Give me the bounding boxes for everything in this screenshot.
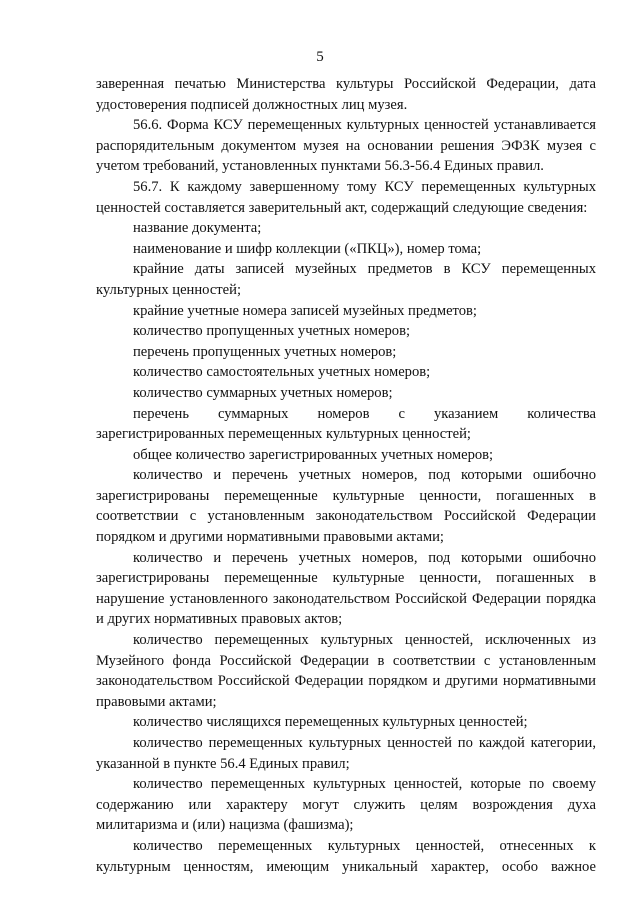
list-item-collection-name: наименование и шифр коллекции («ПКЦ»), номер тома;: [133, 240, 482, 257]
list-item-skipped-count: количество пропущенных учетных номеров;: [133, 323, 411, 340]
paragraph-certification-continued: заверенная печатью Министерства культуры Российской Федерации, дата удостоверения подписей должностных лиц музея.: [96, 76, 596, 113]
list-item-excluded: количество перемещенных культурных ценностей, исключенных из Музейного фонда Российской Федерации в соответствии с установленным законодательством Российской Федерации порядком и другими нормативными правовыми актами;: [96, 632, 596, 710]
list-item-erroneous-cancelled-unlawful: количество и перечень учетных номеров, под которыми ошибочно зарегистрированы перемещенные культурные ценности, погашенных в нарушение установленного законодательством Российской Федерации порядка и других нормативных правовых актов;: [96, 549, 596, 628]
list-item-summary-list: перечень суммарных номеров с указанием количества зарегистрированных перемещенных культурных ценностей;: [96, 405, 596, 443]
paragraph-56-7: 56.7. К каждому завершенному тому КСУ перемещенных культурных ценностей составляется заверительный акт, содержащий следующие сведения:: [96, 178, 596, 216]
list-item-erroneous-cancelled-lawful: количество и перечень учетных номеров, под которыми ошибочно зарегистрированы перемещенные культурные ценности, погашенных в соответствии с установленным законодательством Российской Федерации порядком и другими нормативными правовыми актами;: [96, 467, 596, 546]
list-item-record-dates: крайние даты записей музейных предметов в КСУ перемещенных культурных ценностей;: [96, 261, 596, 298]
list-item-unique: количество перемещенных культурных ценностей, отнесенных к культурным ценностям, имеющим уникальный характер, особо важное: [96, 837, 596, 875]
list-item-total-registered: общее количество зарегистрированных учетных номеров;: [133, 446, 494, 463]
list-item-listed: количество числящихся перемещенных культурных ценностей;: [133, 714, 528, 731]
list-item-individual-count: количество самостоятельных учетных номеров;: [133, 364, 431, 381]
paragraph-56-6: 56.6. Форма КСУ перемещенных культурных ценностей устанавливается распорядительным документом музея на основании решения ЭФЗК музея с учетом требований, установленных пунктами 56.3-56.4 Единых правил.: [96, 117, 596, 175]
list-item-record-numbers: крайние учетные номера записей музейных предметов;: [133, 302, 477, 319]
page-number: 5: [316, 49, 324, 65]
list-item-summary-count: количество суммарных учетных номеров;: [133, 384, 393, 401]
list-item-document-name: название документа;: [133, 220, 262, 237]
list-item-militarism: количество перемещенных культурных ценностей, которые по своему содержанию или характеру могут служить целям возрождения духа милитаризма и (или) нацизма (фашизма);: [96, 776, 596, 834]
list-item-skipped-list: перечень пропущенных учетных номеров;: [133, 343, 397, 360]
document-body: [96, 74, 596, 877]
list-item-per-category: количество перемещенных культурных ценностей по каждой категории, указанной в пункте 56.4 Единых правил;: [96, 735, 596, 772]
